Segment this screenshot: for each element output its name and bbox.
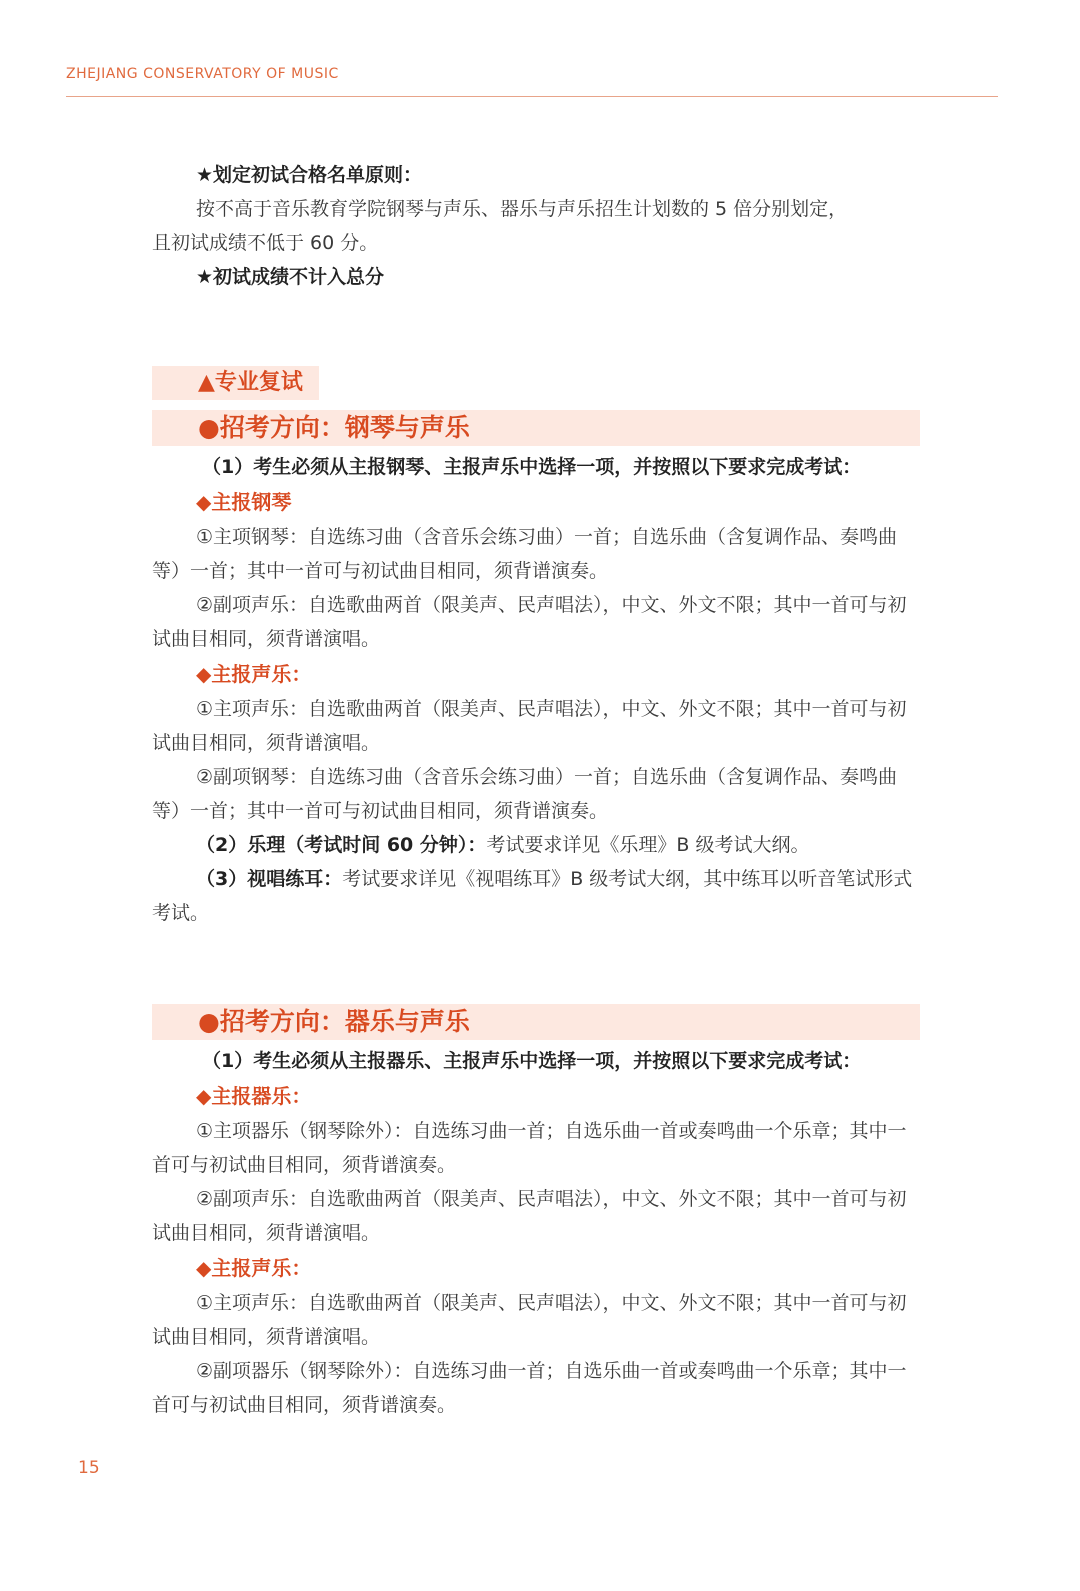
score-note: ★初试成绩不计入总分 <box>196 266 385 288</box>
page-number: 15 <box>78 1458 100 1478</box>
solfege-text: 考试要求详见《视唱练耳》B 级考试大纲，其中练耳以听音笔试形式考试。 <box>152 868 913 924</box>
dir1-sub2-heading: ◆主报声乐： <box>196 662 312 686</box>
rule-paragraph-1: 按不高于音乐教育学院钢琴与声乐、器乐与声乐招生计划数的 5 倍分别划定， <box>196 198 848 220</box>
dir1-sub2-paragraph-1: ①主项声乐：自选歌曲两首（限美声、民声唱法），中文、外文不限；其中一首可与初试曲目相同，须背谱演唱。 <box>152 698 907 754</box>
music-theory-label: （2）乐理（考试时间 60 分钟）： <box>196 834 487 856</box>
dir2-sub1-paragraph-2: ②副项声乐：自选歌曲两首（限美声、民声唱法），中文、外文不限；其中一首可与初试曲目相同，须背谱演唱。 <box>152 1188 907 1244</box>
page-content <box>152 158 920 1422</box>
rule-paragraph-2: 且初试成绩不低于 60 分。 <box>152 232 379 254</box>
dir2-sub2-paragraph-1: ①主项声乐：自选歌曲两首（限美声、民声唱法），中文、外文不限；其中一首可与初试曲目相同，须背谱演唱。 <box>152 1292 907 1348</box>
dir2-sub2-heading: ◆主报声乐： <box>196 1256 312 1280</box>
rule-title: ★划定初试合格名单原则： <box>196 164 423 186</box>
dir2-sub1-paragraph-1: ①主项器乐（钢琴除外）：自选练习曲一首；自选乐曲一首或奏鸣曲一个乐章；其中一首可与初试曲目相同，须背谱演奏。 <box>152 1120 907 1176</box>
dir1-item-music-theory <box>152 828 920 862</box>
dir2-requirement: （1）考生必须从主报器乐、主报声乐中选择一项，并按照以下要求完成考试： <box>202 1050 862 1072</box>
solfege-label: （3）视唱练耳： <box>196 868 343 890</box>
running-header: ZHEJIANG CONSERVATORY OF MUSIC <box>66 66 339 82</box>
direction-heading-instrument-vocal: ●招考方向：器乐与声乐 <box>152 1004 920 1040</box>
dir1-requirement: （1）考生必须从主报钢琴、主报声乐中选择一项，并按照以下要求完成考试： <box>202 456 862 478</box>
dir1-sub1-paragraph-2: ②副项声乐：自选歌曲两首（限美声、民声唱法），中文、外文不限；其中一首可与初试曲目相同，须背谱演唱。 <box>152 594 907 650</box>
header-divider <box>66 96 998 97</box>
dir1-sub1-paragraph-1: ①主项钢琴：自选练习曲（含音乐会练习曲）一首；自选乐曲（含复调作品、奏鸣曲等）一首；其中一首可与初试曲目相同，须背谱演奏。 <box>152 526 898 582</box>
dir2-sub1-heading: ◆主报器乐： <box>196 1084 312 1108</box>
section-heading-retest: ▲专业复试 <box>152 366 319 400</box>
dir2-sub2-paragraph-2: ②副项器乐（钢琴除外）：自选练习曲一首；自选乐曲一首或奏鸣曲一个乐章；其中一首可与初试曲目相同，须背谱演奏。 <box>152 1360 907 1416</box>
dir1-sub1-heading: ◆主报钢琴 <box>196 490 292 514</box>
music-theory-text: 考试要求详见《乐理》B 级考试大纲。 <box>486 834 810 856</box>
direction-heading-piano-vocal: ●招考方向：钢琴与声乐 <box>152 410 920 446</box>
dir1-item-solfege <box>152 862 920 930</box>
dir1-sub2-paragraph-2: ②副项钢琴：自选练习曲（含音乐会练习曲）一首；自选乐曲（含复调作品、奏鸣曲等）一首；其中一首可与初试曲目相同，须背谱演奏。 <box>152 766 898 822</box>
